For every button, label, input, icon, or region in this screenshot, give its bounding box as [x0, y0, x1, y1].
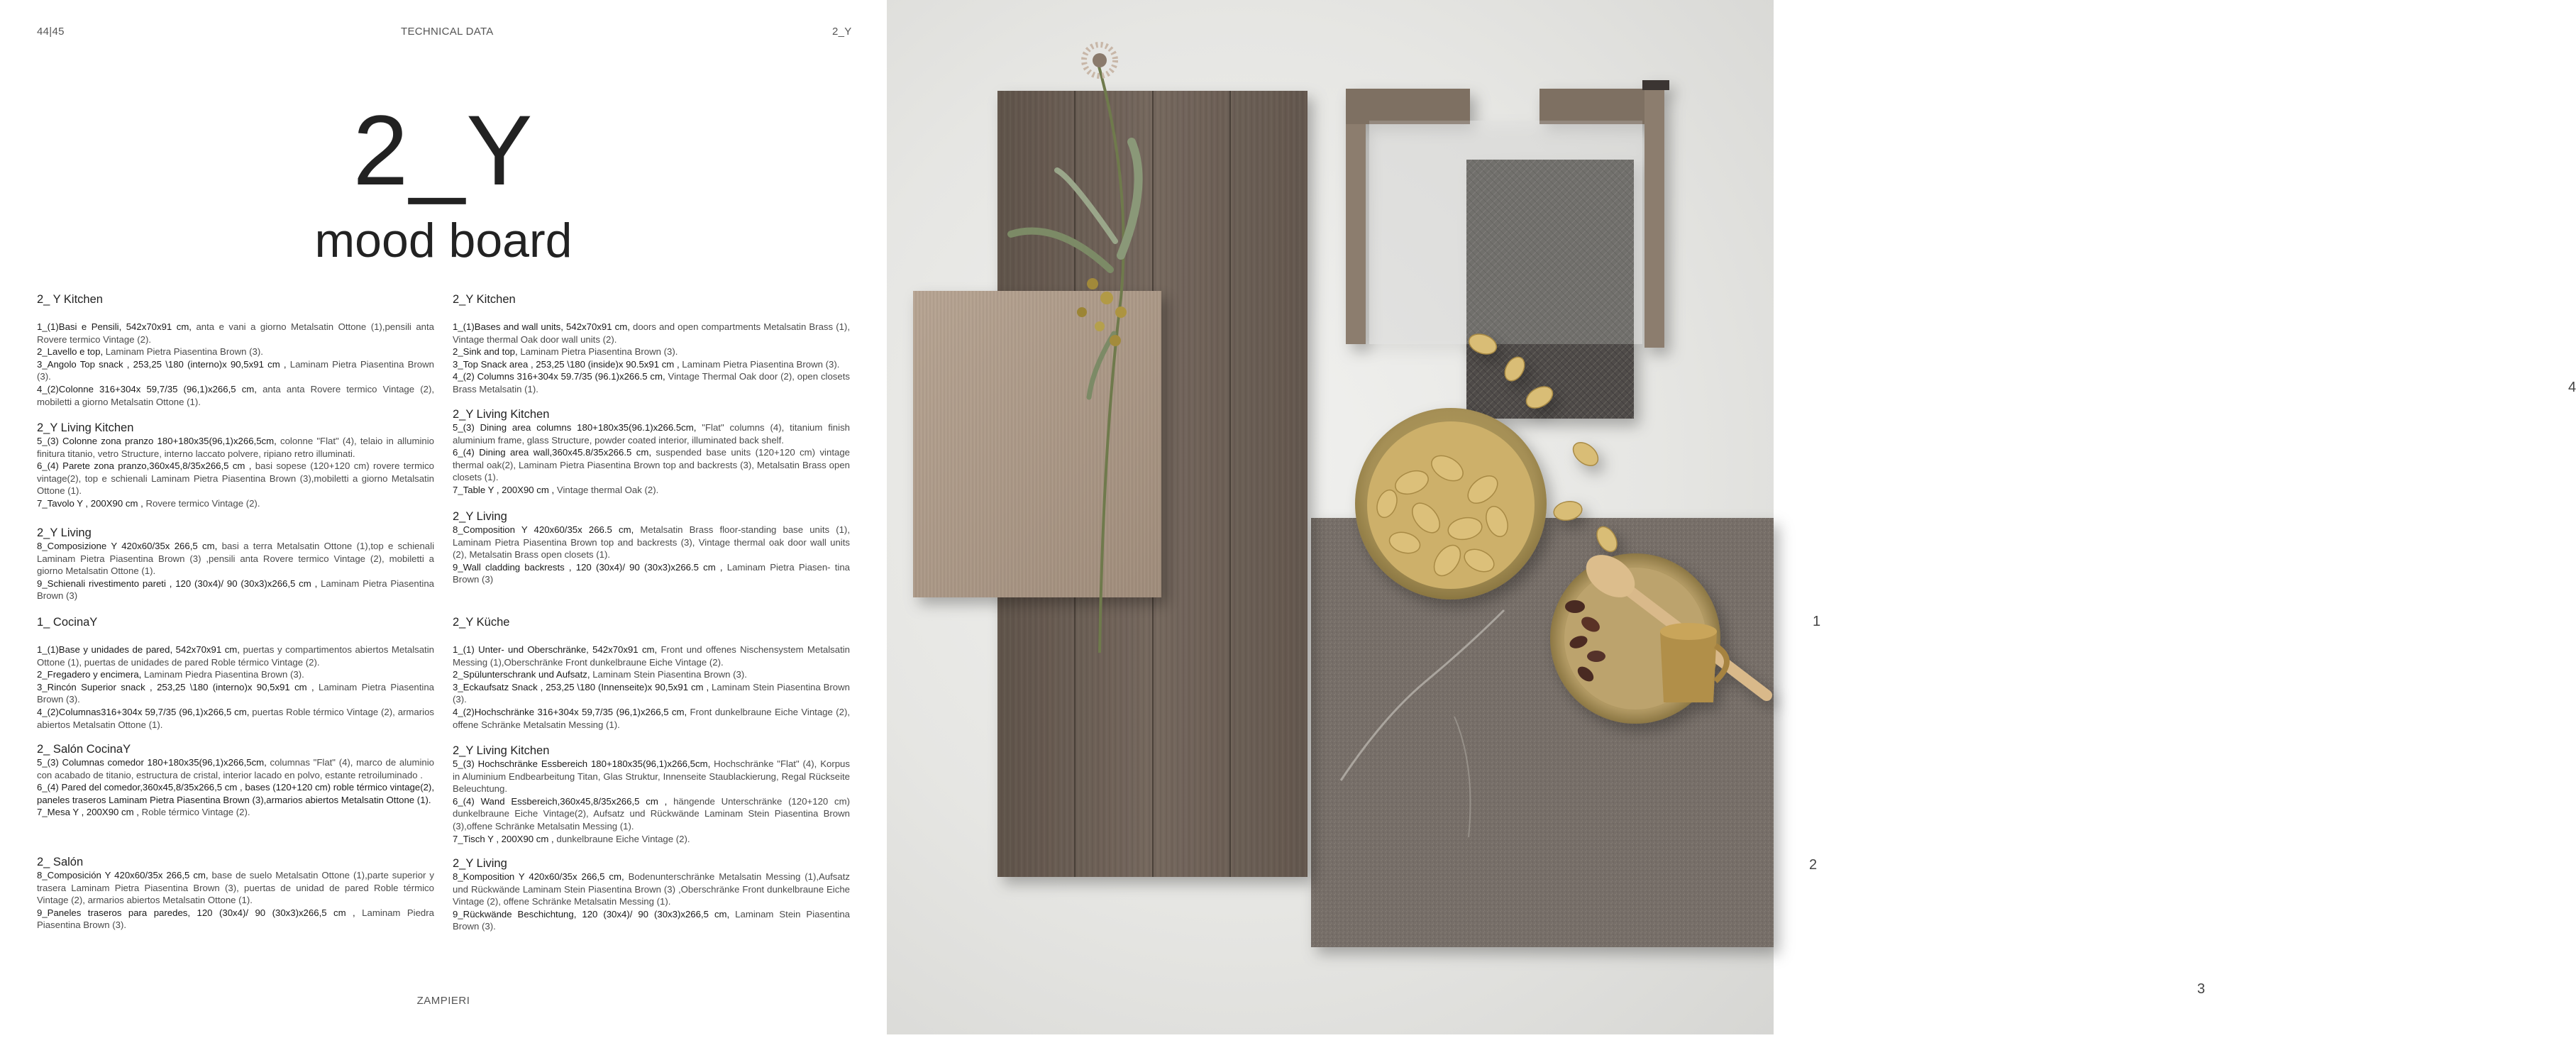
left-page: [0, 0, 887, 1034]
spec-entry: 9_Paneles traseros para paredes, 120 (30x4)/ 90 (30x3)x266,5 cm , Laminam Piedra Piasentina Brown (3).: [37, 907, 434, 931]
section-block: [453, 509, 850, 586]
section-block: [37, 615, 434, 731]
section-block: [453, 744, 850, 845]
page-subtitle: mood board: [314, 214, 573, 267]
section-block: [37, 526, 434, 602]
spec-entry: 8_Composizione Y 420x60/35x 266,5 cm, basi a terra Metalsatin Ottone (1),top e schienali Laminam Pietra Piasentina Brown (3) ,pensili anta Rovere termico Vintage (2), mobiletti a giorno Metalsatin Ottone (1).: [37, 541, 434, 577]
brand-footer: ZAMPIERI: [416, 995, 470, 1007]
spec-entry: 2_Fregadero y encimera, Laminam Piedra Piasentina Brown (3).: [37, 669, 304, 680]
section-title: 2_ Salón CocinaY: [37, 743, 131, 756]
right-column: [453, 615, 850, 731]
section-title: 2_Y Living: [37, 526, 92, 539]
spec-entry: 7_Tavolo Y , 200X90 cm , Rovere termico Vintage (2).: [37, 497, 260, 509]
spec-entry: 6_(4) Parete zona pranzo,360x45,8/35x266,5 cm , basi sopese (120+120 cm) rovere termico vintage(2), top e schienali Laminam Pietra Piasentina Brown (3),mobiletti a giorno Metalsatin Ottone (1).: [37, 460, 434, 497]
section-label: TECHNICAL DATA: [401, 26, 494, 38]
spec-entry: 9_Schienali rivestimento pareti , 120 (30x4)/ 90 (30x3)x266,5 cm , Laminam Pietra Piasentina Brown (3): [37, 578, 435, 602]
spec-entry: 3_Eckaufsatz Snack , 253,25 \180 (Innenseite)x 90,5x91 cm , Laminam Stein Piasentina Brown (3).: [453, 681, 850, 705]
spec-entry: 1_(1)Base y unidades de pared, 542x70x91 cm, puertas y compartimentos abiertos Metalsatin Ottone (1), puertas de unidades de pared Roble térmico Vintage (2).: [37, 644, 434, 668]
spec-entry: 8_Composición Y 420x60/35x 266,5 cm, base de suelo Metalsatin Ottone (1),parte superior y trasera Laminam Pietra Piasentina Brown (3), puertas de unidad de pared Roble térmico Vintage (2), armarios abiertos Metalsatin Ottone (1).: [37, 870, 434, 906]
spec-entry: 7_Table Y , 200X90 cm , Vintage thermal Oak (2).: [453, 484, 659, 495]
left-column: [37, 526, 434, 602]
section-title: 2_ Salón: [37, 856, 84, 868]
header-code: 2_Y: [832, 26, 852, 38]
spec-entry: 2_Sink and top, Laminam Pietra Piasentina Brown (3).: [453, 346, 678, 358]
sample-number-1: 1: [1813, 614, 1821, 629]
right-column: [453, 856, 850, 933]
section-block: [37, 742, 434, 819]
spec-entry: 8_Komposition Y 420x60/35x 266,5 cm, Bodenunterschränke Metalsatin Messing (1),Aufsatz und Rückwände Laminam Stein Piasentina Brown (3) ,Oberschränke Front dunkelbraune Eiche Vintage (2), offene Schränke Metalsatin Messing (1).: [453, 871, 850, 907]
section-title: 2_Y Living Kitchen: [453, 744, 550, 757]
spec-entry: 7_Tisch Y , 200X90 cm , dunkelbraune Eiche Vintage (2).: [453, 833, 690, 844]
left-column: [37, 742, 434, 819]
section-title: 2_Y Kitchen: [453, 293, 516, 306]
left-column: [37, 292, 434, 408]
spec-entry: 5_(3) Dining area columns 180+180x35(96.1)x266.5cm, "Flat" columns (4), titanium finish aluminium frame, glass Structure, powder coated interior, illuminated back shelf.: [453, 422, 851, 446]
spec-entry: 5_(3) Colonne zona pranzo 180+180x35(96,1)x266,5cm, colonne "Flat" (4), telaio in alluminio finitura titanio, vetro Structure, interno laccato polvere, ripiano retro illuminati.: [37, 436, 435, 459]
spec-entry: 5_(3) Hochschränke Essbereich 180+180x35(96,1)x266,5cm, Hochschränke "Flat" (4), Korpus in Aluminium Endbearbeitung Titan, Glas Struktur, Innenseite Staublackierung, Regal Rückseite Beleuchtung.: [453, 758, 850, 795]
spec-entry: 3_Rincón Superior snack , 253,25 \180 (interno)x 90,5x91 cm , Laminam Pietra Piasentina Brown (3).: [37, 681, 435, 705]
page-numbers: 44|45: [37, 26, 65, 38]
spec-entry: 3_Top Snack area , 253,25 \180 (inside)x 90.5x91 cm , Laminam Pietra Piasentina Brown (3).: [453, 358, 840, 370]
spec-entry: 5_(3) Columnas comedor 180+180x35(96,1)x266,5cm, columnas "Flat" (4), marco de aluminio con acabado de titanio, estructura de cristal, interior lacado en polvo, estante retroiluminado .: [37, 757, 434, 780]
page-title: 2_Y: [353, 94, 534, 206]
left-column: [37, 421, 434, 510]
spec-entry: 7_Mesa Y , 200X90 cm , Roble térmico Vintage (2).: [37, 807, 250, 818]
section-title: 2_ Y Kitchen: [37, 293, 103, 306]
sample-number-4: 4: [2568, 380, 2576, 395]
light-wood-sample: [913, 291, 1161, 597]
mood-board-illustration: [887, 0, 1774, 1034]
section-title: 2_Y Living: [453, 510, 507, 523]
section-block: [37, 855, 434, 932]
sample-number-3: 3: [2197, 981, 2206, 997]
spec-entry: 1_(1) Unter- und Oberschränke, 542x70x91 cm, Front und offenes Nischensystem Metalsatin Messing (1),Oberschränke Front dunkelbraune Eiche Vintage (2).: [453, 644, 850, 668]
spec-entry: 4_(2)Hochschränke 316+304x 59,7/35 (96,1)x266,5 cm, Front dunkelbraune Eiche Vintage (2), offene Schränke Metalsatin Messing (1).: [453, 706, 851, 730]
spec-entry: 6_(4) Wand Essbereich,360x45,8/35x266,5 cm , hängende Unterschränke (120+120 cm) dunkelbraune Eiche Vintage(2), Aufsatz und Rückwände Laminam Stein Piasentina Brown (3),offene Schränke Metalsatin Messing (1).: [453, 795, 851, 832]
section-block: [453, 856, 850, 933]
spec-entry: 9_Wall cladding backrests , 120 (30x4)/ 90 (30x3)x266.5 cm , Laminam Pietra Piasen- tina Brown (3): [453, 561, 850, 585]
spec-entry: 2_Lavello e top, Laminam Pietra Piasentina Brown (3).: [37, 346, 263, 358]
sample-number-2: 2: [1809, 857, 1818, 873]
section-block: [453, 615, 850, 731]
section-block: [453, 407, 850, 497]
spec-entry: 3_Angolo Top snack , 253,25 \180 (interno)x 90,5x91 cm , Laminam Pietra Piasentina Brown (3).: [37, 358, 434, 382]
section-title: 2_Y Living: [453, 857, 507, 870]
section-block: [37, 421, 434, 510]
section-title: 2_Y Living Kitchen: [37, 421, 134, 434]
spec-entry: 8_Composition Y 420x60/35x 266.5 cm, Metalsatin Brass floor-standing base units (1), Laminam Pietra Piasentina Brown top and backrests (3), Vintage thermal oak door wall units (2), Metalsatin Brass open closets (1).: [453, 524, 850, 561]
section-block: [37, 292, 434, 408]
spec-entry: 4_(2)Colonne 316+304x 59,7/35 (96,1)x266,5 cm, anta anta Rovere termico Vintage (2), mobiletti a giorno Metalsatin Ottone (1).: [37, 383, 434, 407]
left-column: [37, 615, 434, 731]
left-column: [37, 855, 434, 932]
section-title: 1_ CocinaY: [37, 616, 98, 629]
section-title: 2_Y Living Kitchen: [453, 408, 550, 421]
mood-board-photo: [887, 0, 2576, 1034]
spec-entry: 4_(2) Columns 316+304x 59.7/35 (96.1)x266.5 cm, Vintage Thermal Oak door (2), open closets Brass Metalsatin (1).: [453, 371, 850, 394]
right-column: [453, 509, 850, 586]
spec-entry: 6_(4) Pared del comedor,360x45,8/35x266,5 cm , bases (120+120 cm) roble térmico vintage(2), paneles traseros Laminam Pietra Piasentina Brown (3),armarios abiertos Metalsatin Ottone (1).: [37, 782, 434, 805]
spec-entry: 2_Spülunterschrank und Aufsatz, Laminam Stein Piasentina Brown (3).: [453, 669, 747, 680]
spec-entry: 1_(1)Basi e Pensili, 542x70x91 cm, anta e vani a giorno Metalsatin Ottone (1),pensili anta Rovere termico Vintage (2).: [37, 321, 435, 345]
section-block: [453, 292, 850, 396]
section-title: 2_Y Küche: [453, 616, 510, 629]
spec-entry: 1_(1)Bases and wall units, 542x70x91 cm, doors and open compartments Metalsatin Brass (1), Vintage thermal Oak door wall units (2).: [453, 321, 850, 345]
stone-sample: [1311, 518, 1774, 947]
spec-entry: 6_(4) Dining area wall,360x45.8/35x266.5 cm, suspended base units (120+120 cm) vintage thermal oak(2), Laminam Pietra Piasentina Brown top and backrests (3), Metalsatin Brass open closets (1).: [453, 447, 850, 483]
spec-entry: 4_(2)Columnas316+304x 59,7/35 (96,1)x266,5 cm, puertas Roble térmico Vintage (2), armarios abiertos Metalsatin Ottone (1).: [37, 706, 434, 730]
spec-entry: 9_Rückwände Beschichtung, 120 (30x4)/ 90 (30x3)x266,5 cm, Laminam Stein Piasentina Brown (3).: [453, 908, 850, 932]
right-column: [453, 407, 850, 497]
right-column: [453, 292, 850, 396]
right-column: [453, 744, 850, 845]
